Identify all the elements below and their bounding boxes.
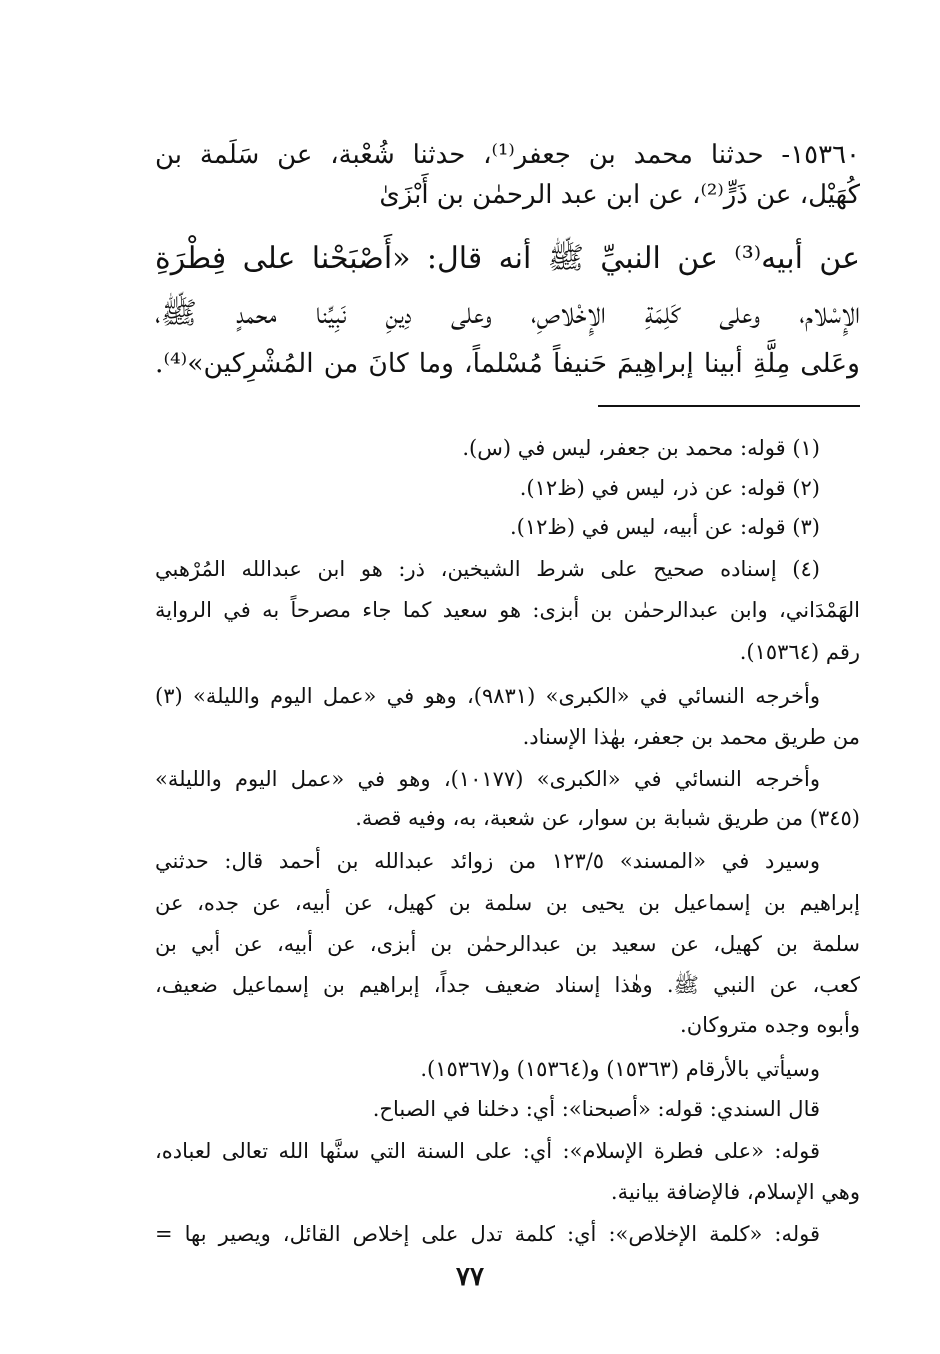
footnote-line: قوله: «كلمة الإخلاص»: أي: كلمة تدل على إخلاص القائل، ويصير بها = [155,1222,820,1246]
footnote-line: (٢) قوله: عن ذر، ليس في (ظ١٢). [519,476,820,500]
hadith-body-line: عن أبيه⁽³⁾ عن النبيِّ ﷺ أنه قال: «أَصْبَحْنا على فِطْرَةِ [155,241,860,276]
footnote-line: قوله: «على فطرة الإسلام»: أي: على السنة التي سنَّها الله تعالى لعباده، [155,1139,820,1163]
page-number: ٧٧ [456,1262,484,1292]
footnote-line: إبراهيم بن إسماعيل بن يحيى بن سلمة بن كهيل، عن أبيه، عن جده، عن [155,891,860,915]
hadith-body-line: الإِسْلام، وعلى كَلِمَةِ الإِخْلاصِ، وعلى دِينِ نَبِيِّنا محمدٍ ﷺ، [155,296,860,331]
footnote-line: وهي الإسلام، فالإضافة بيانية. [610,1180,860,1204]
footnote-line: رقم (١٥٣٦٤). [739,640,860,664]
hadith-head-line: ١٥٣٦٠- حدثنا محمد بن جعفر⁽¹⁾، حدثنا شُعْبة، عن سَلَمة بن [155,140,861,170]
hadith-head-line: كُهَيْل، عن ذَرٍّ⁽²⁾، عن ابن عبد الرحمٰن بن أَبْزَىٰ [379,180,860,210]
footnote-line: وأبوه وجده متروكان. [680,1013,860,1037]
footnote-line: (١) قوله: محمد بن جعفر، ليس في (س). [462,436,820,460]
footnote-line: وأخرجه النسائي في «الكبرى» (١٠١٧٧)، وهو في «عمل اليوم والليلة» [155,767,820,791]
footnote-line: وسيأتي بالأرقام (١٥٣٦٣) و(١٥٣٦٤) و(١٥٣٦٧). [420,1057,820,1081]
footnote-line: (٣٤٥) من طريق شبابة بن سوار، عن شعبة، به، وفيه قصة. [355,806,860,830]
footnote-line: وسيرد في «المسند» ١٢٣/٥ من زوائد عبدالله بن أحمد قال: حدثني [155,849,820,873]
footnote-line: (٤) إسناده صحيح على شرط الشيخين، ذر: هو ابن عبدالله المُرْهبي [155,557,820,581]
hadith-body-line: وعَلى مِلَّةِ أبينا إبراهِيمَ حَنيفاً مُسْلماً، وما كانَ من المُشْرِكين»⁽⁴⁾. [155,348,860,379]
footnote-line: وأخرجه النسائي في «الكبرى» (٩٨٣١)، وهو في «عمل اليوم والليلة» (٣) [155,684,820,708]
footnote-line: كعب، عن النبي ﷺ. وهٰذا إسناد ضعيف جداً، إبراهيم بن إسماعيل ضعيف، [155,973,860,997]
footnote-line: قال السندي: قوله: «أصبحنا»: أي: دخلنا في الصباح. [372,1097,820,1121]
footnote-line: (٣) قوله: عن أبيه، ليس في (ظ١٢). [509,515,820,539]
footnote-line: الهَمْدَاني، وابن عبدالرحمٰن بن أبزى: هو سعيد كما جاء مصرحاً به في الرواية [155,598,860,622]
footnote-separator [598,405,860,407]
footnote-line: من طريق محمد بن جعفر، بهٰذا الإسناد. [522,725,860,749]
footnote-line: سلمة بن كهيل، عن سعيد بن عبدالرحمٰن بن أبزى، عن أبيه، عن أبي بن [155,932,860,956]
